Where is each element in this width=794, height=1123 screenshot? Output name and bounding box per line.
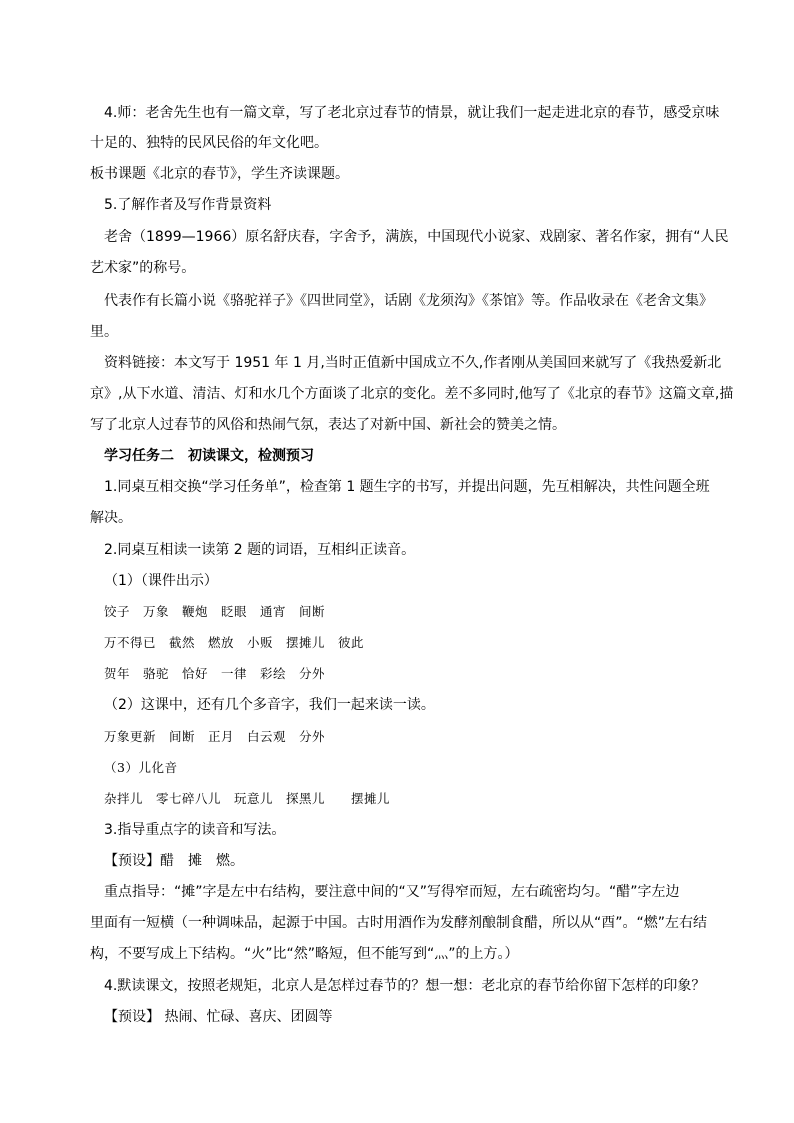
vocab-line: 饺子 万象 鞭炮 眨眼 通宵 间断 xyxy=(104,604,326,619)
paragraph-line: 十足的、独特的民风民俗的年文化吧。 xyxy=(90,135,328,151)
paragraph-line: 4.师：老舍先生也有一篇文章，写了老北京过春节的情景，就让我们一起走进北京的春节，感受京味 xyxy=(104,105,720,121)
paragraph-line: 艺术家”的称号。 xyxy=(90,260,196,276)
paragraph-line: 板书课题《北京的春节》，学生齐读课题。 xyxy=(90,166,349,182)
preset-line: 【预设】 热闹、忙碌、喜庆、团圆等 xyxy=(104,1009,333,1025)
paragraph-line: 资料链接：本文写于 1951 年 1 月,当时正值新中国成立不久,作者刚从美国回来就写了《我热爱新北 xyxy=(104,355,722,371)
vocab-line: 万象更新 间断 正月 白云观 分外 xyxy=(104,729,326,744)
paragraph-line: 老舍（1899—1966）原名舒庆春，字舍予，满族，中国现代小说家、戏剧家、著名作家，拥有“人民 xyxy=(104,229,729,245)
vocab-line: 贺年 骆驼 恰好 一律 彩绘 分外 xyxy=(104,666,326,681)
section-heading: 5.了解作者及写作背景资料 xyxy=(104,197,272,213)
list-item: （1）（课件出示） xyxy=(104,573,218,589)
paragraph-line: 京》,从下水道、清洁、灯和水几个方面谈了北京的变化。差不多同时,他写了《北京的春节》这篇文章,描 xyxy=(90,386,734,402)
paragraph-line: 构，不要写成上下结构。“火”比“然”略短，但不能写到“灬”的上方。） xyxy=(90,946,519,962)
task-heading: 学习任务二 初读课文，检测预习 xyxy=(104,448,314,464)
paragraph-line: 重点指导：“摊”字是左中右结构，要注意中间的“又”写得窄而短，左右疏密均匀。“醋”字左边 xyxy=(104,884,680,900)
vocab-line: 杂拌儿 零七碎八儿 玩意儿 探黑儿 摆摊儿 xyxy=(104,791,391,806)
paragraph-line: 里面有一短横（一种调味品，起源于中国。古时用酒作为发酵剂酿制食醋，所以从“酉”。“燃”左右结 xyxy=(90,915,708,931)
list-item: （2）这课中，还有几个多音字，我们一起来读一读。 xyxy=(104,697,435,713)
paragraph-line: 2.同桌互相读一读第 2 题的词语，互相纠正读音。 xyxy=(104,542,416,558)
preset-line: 【预设】醋 摊 燃。 xyxy=(104,853,244,869)
paragraph-line: 4.默读课文，按照老规矩，北京人是怎样过春节的？想一想：老北京的春节给你留下怎样的印象？ xyxy=(104,978,706,994)
vocab-line: 万不得已 截然 燃放 小贩 摆摊儿 彼此 xyxy=(104,635,365,650)
paragraph-line: 代表作有长篇小说《骆驼祥子》《四世同堂》，话剧《龙须沟》《茶馆》等。作品收录在《老舍文集》 xyxy=(104,293,713,309)
paragraph-line: 1.同桌互相交换“学习任务单”，检查第 1 题生字的书写，并提出问题，先互相解决，共性问题全班 xyxy=(104,479,710,495)
paragraph-line: 解决。 xyxy=(90,510,132,526)
paragraph-line: 写了北京人过春节的风俗和热闹气氛，表达了对新中国、新社会的赞美之情。 xyxy=(90,417,566,433)
paragraph-line: 里。 xyxy=(90,324,118,340)
list-item: （3）儿化音 xyxy=(104,760,178,775)
paragraph-line: 3.指导重点字的读音和写法。 xyxy=(104,822,286,838)
